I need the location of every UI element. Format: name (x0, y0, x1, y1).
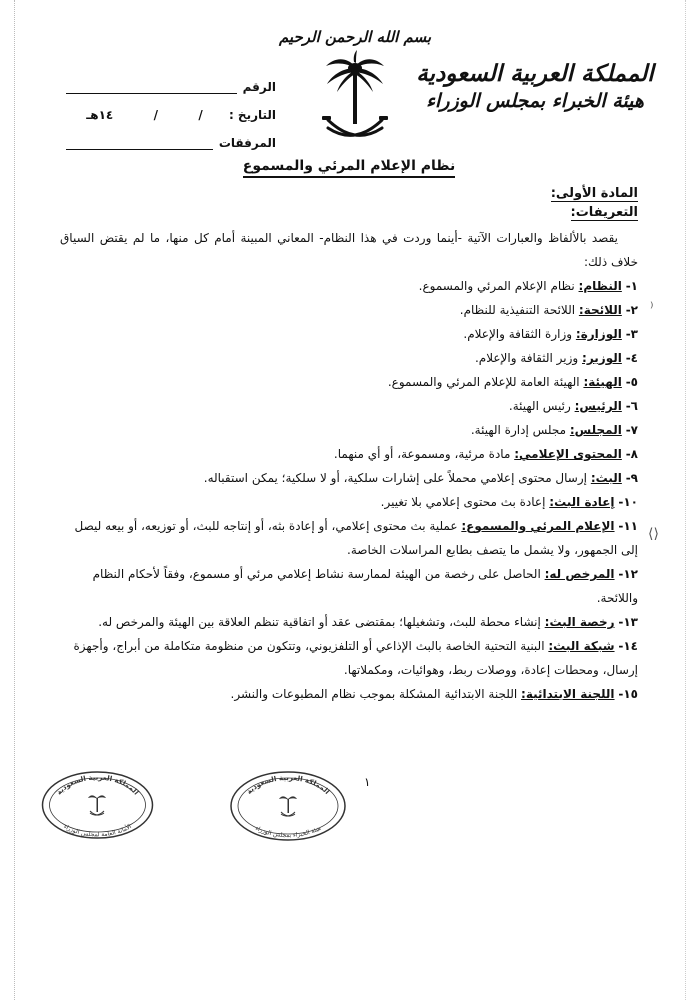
definition-term: البث: (590, 471, 622, 485)
definition-item: ٩- البث: إرسال محتوى إعلامي محملاً على إشارات سلكية، أو لا سلكية؛ يمكن استقباله. (203, 471, 638, 485)
org-line-1: المملكة العربية السعودية (416, 60, 654, 87)
definition-text: وزير الثقافة والإعلام. (474, 351, 579, 365)
date-part: / (198, 108, 203, 122)
page-edge-left (14, 0, 15, 1000)
definition-term: الرئيس: (574, 399, 622, 413)
definition-text: إرسال محتوى إعلامي محملاً على إشارات سلكية، أو لا سلكية؛ يمكن استقباله. (203, 471, 587, 485)
letterhead (40, 28, 670, 153)
seal-experts-commission-icon (228, 770, 348, 842)
ref-number-label: الرقم (242, 80, 276, 94)
definition-item: ١٢- المرخص له: الحاصل على رخصة من الهيئة لممارسة نشاط إعلامي مرئي أو مسموع، وفقاً لأحكام النظام واللائحة. (92, 567, 638, 605)
definition-term: الوزير: (582, 351, 622, 365)
definition-item: ٤- الوزير: وزير الثقافة والإعلام. (474, 351, 638, 365)
definition-text: اللجنة الابتدائية المشكلة بموجب نظام المطبوعات والنشر. (230, 687, 518, 701)
date-part: ١٤هـ (86, 108, 114, 122)
definition-term: المجلس: (569, 423, 622, 437)
definition-item: ٢- اللائحة: اللائحة التنفيذية للنظام. (459, 303, 638, 317)
definition-item: ١١- الإعلام المرئي والمسموع: عملية بث محتوى إعلامي، أو إعادة بثه، أو إنتاجه للبث، أو توزيعه، أو بيعه ليصل إلى الجمهور، ولا يشمل ما يتصف بطابع المراسلات الخاصة. (74, 519, 638, 557)
definition-item: ٧- المجلس: مجلس إدارة الهيئة. (470, 423, 638, 437)
definition-item: ٥- الهيئة: الهيئة العامة للإعلام المرئي والمسموع. (387, 375, 638, 389)
definition-text: البنية التحتية الخاصة بالبث الإذاعي أو التلفزيوني، وتتكون من منظومة متكاملة من أبراج، وأجهزة إرسال، ومحطات إعادة، ووصلات ربط، وهوائيات، ومكملاتها. (73, 639, 638, 677)
definition-item: ١٤- شبكة البث: البنية التحتية الخاصة بالبث الإذاعي أو التلفزيوني، وتتكون من منظومة متكاملة من أبراج، وأجهزة إرسال، ومحطات إعادة، ووصلات ربط، وهوائيات، ومكملاتها. (73, 639, 638, 677)
org-line-2: هيئة الخبراء بمجلس الوزراء (426, 90, 644, 113)
definition-text: إنشاء محطة للبث، وتشغيلها؛ بمقتضى عقد أو اتفاقية تنظم العلاقة بين الهيئة والمرخص له. (98, 615, 541, 629)
definition-text: الهيئة العامة للإعلام المرئي والمسموع. (387, 375, 580, 389)
definition-term: الهيئة: (583, 375, 622, 389)
definition-term: النظام: (578, 279, 622, 293)
definition-term: المرخص له: (544, 567, 615, 581)
seal-left-top-text: المملكة العربية السعودية (54, 773, 141, 797)
margin-mark: ⟨⟩ (648, 526, 659, 542)
definition-term: اللائحة: (578, 303, 622, 317)
seal-right-top-text: المملكة العربية السعودية (245, 773, 331, 796)
definition-item: ١٥- اللجنة الابتدائية: اللجنة الابتدائية المشكلة بموجب نظام المطبوعات والنشر. (230, 687, 638, 701)
document-title: نظام الإعلام المرئي والمسموع (60, 158, 638, 174)
definition-text: اللائحة التنفيذية للنظام. (459, 303, 576, 317)
reference-fields (66, 66, 276, 150)
definition-item: ٨- المحتوى الإعلامي: مادة مرئية، ومسموعة، أو أي منهما. (333, 447, 638, 461)
section-heading: التعريفات: (570, 205, 638, 220)
definition-text: إعادة بث محتوى إعلامي بلا تغيير. (380, 495, 546, 509)
definition-term: المحتوى الإعلامي: (514, 447, 622, 461)
definition-item: ٦- الرئيس: رئيس الهيئة. (508, 399, 638, 413)
definition-text: عملية بث محتوى إعلامي، أو إعادة بثه، أو إنتاجه للبث، أو توزيعه، أو بيعه ليصل إلى الجمهور، ولا يشمل ما يتصف بطابع المراسلات الخاصة. (74, 519, 638, 557)
definition-text: رئيس الهيئة. (508, 399, 571, 413)
svg-text:الأمانة العامة لمجلس الوزراء (62, 823, 133, 838)
definition-term: الوزارة: (575, 327, 622, 341)
seal-general-secretariat-icon (40, 770, 155, 840)
palm-swords-emblem-icon (320, 50, 390, 150)
definition-term: اللجنة الابتدائية: (521, 687, 615, 701)
bismillah: بسم الله الرحمن الرحيم (278, 28, 432, 46)
ref-number-line (66, 81, 237, 94)
definitions-list (60, 274, 638, 706)
date-value (66, 108, 223, 122)
ref-number-row (66, 66, 276, 94)
seal-left-bottom-text: الأمانة العامة لمجلس الوزراء (62, 823, 133, 839)
definition-text: الحاصل على رخصة من الهيئة لممارسة نشاط إعلامي مرئي أو مسموع، وفقاً لأحكام النظام واللائحة. (92, 567, 638, 605)
intro-paragraph: يقصد بالألفاظ والعبارات الآتية -أينما وردت في هذا النظام- المعاني المبينة أمام كل منها، ما لم يقتض السياق خلاف ذلك: (60, 231, 638, 269)
definition-item: ١٣- رخصة البث: إنشاء محطة للبث، وتشغيلها؛ بمقتضى عقد أو اتفاقية تنظم العلاقة بين الهيئة والمرخص له. (98, 615, 638, 629)
margin-mark: ⁽ (650, 300, 654, 316)
definition-text: مجلس إدارة الهيئة. (470, 423, 567, 437)
definition-text: وزارة الثقافة والإعلام. (463, 327, 573, 341)
attachments-label: المرفقات (218, 136, 276, 150)
attachments-row (66, 122, 276, 150)
definition-text: مادة مرئية، ومسموعة، أو أي منهما. (333, 447, 511, 461)
seal-right-bottom-text: هيئة الخبراء بمجلس الوزراء (254, 824, 322, 839)
definition-term: رخصة البث: (544, 615, 615, 629)
definition-item: ١- النظام: نظام الإعلام المرئي والمسموع. (418, 279, 638, 293)
page-edge-right (685, 0, 686, 1000)
definition-term: الإعلام المرئي والمسموع: (461, 519, 615, 533)
date-row (66, 94, 276, 122)
date-label: التاريخ : (228, 108, 276, 122)
organization-name (400, 58, 670, 115)
attachments-line (66, 137, 213, 150)
definition-item: ٣- الوزارة: وزارة الثقافة والإعلام. (463, 327, 638, 341)
page-number: ١ (364, 775, 371, 789)
definition-item: ١٠- إعادة البث: إعادة بث محتوى إعلامي بلا تغيير. (380, 495, 638, 509)
article-heading: المادة الأولى: (550, 186, 638, 201)
document-body (60, 158, 638, 706)
date-part: / (153, 108, 159, 122)
definition-text: نظام الإعلام المرئي والمسموع. (418, 279, 575, 293)
definition-term: إعادة البث: (549, 495, 615, 509)
definition-term: شبكة البث: (548, 639, 615, 653)
